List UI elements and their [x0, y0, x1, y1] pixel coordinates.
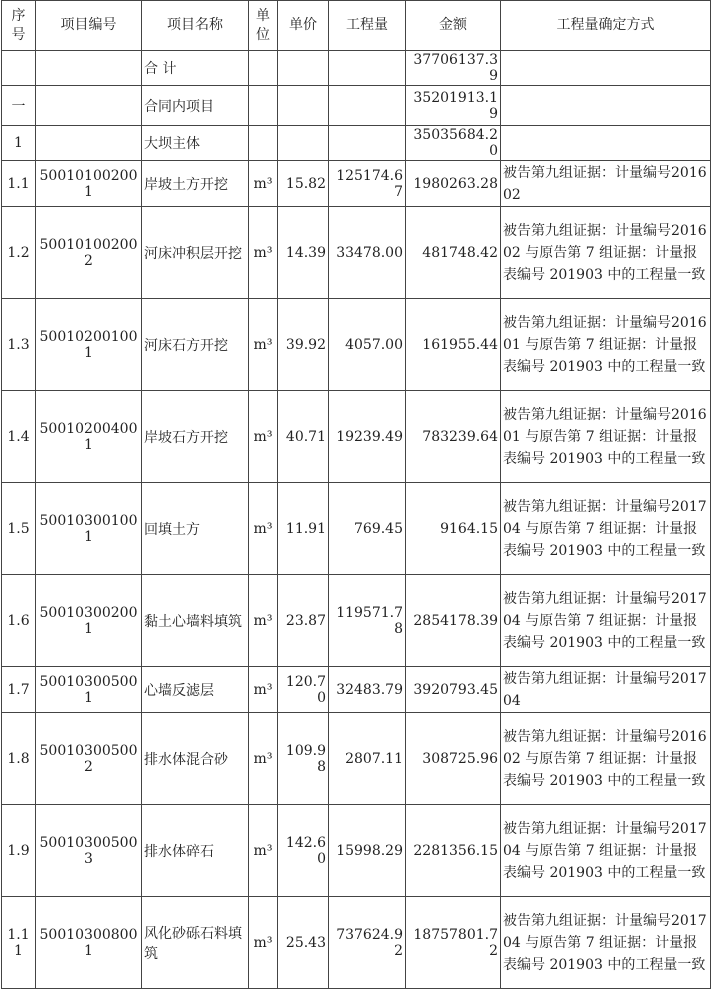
- cell-price: 25.43: [278, 897, 329, 989]
- cell-amount: 2281356.15: [406, 805, 501, 897]
- table-row: [2, 86, 711, 126]
- cell-code: 500101002001: [36, 161, 142, 207]
- cell-price: [278, 126, 329, 161]
- cell-price: 109.98: [278, 713, 329, 805]
- cell-qty: 2807.11: [329, 713, 406, 805]
- cell-name: 合 计: [142, 51, 249, 86]
- cell-name: 岸坡石方开挖: [142, 391, 249, 483]
- cell-price: 39.92: [278, 299, 329, 391]
- cell-price: [278, 51, 329, 86]
- cell-no: 1.4: [2, 391, 36, 483]
- cell-name: 合同内项目: [142, 86, 249, 126]
- cell-name: 心墙反滤层: [142, 667, 249, 713]
- cell-amount: 18757801.72: [406, 897, 501, 989]
- cell-basis: [501, 51, 711, 86]
- cell-code: 500102001001: [36, 299, 142, 391]
- cell-basis: 被告第九组证据：计量编号201704 与原告第 7 组证据：计量报表编号 201903 中的工程量一致: [501, 897, 711, 989]
- cell-price: 120.70: [278, 667, 329, 713]
- cell-unit: m³: [249, 207, 278, 299]
- cell-name: 回填土方: [142, 483, 249, 575]
- cell-price: 40.71: [278, 391, 329, 483]
- cell-amount: 308725.96: [406, 713, 501, 805]
- cell-unit: m³: [249, 483, 278, 575]
- table-row: [2, 391, 711, 483]
- header-row: [2, 1, 711, 51]
- table-row: [2, 805, 711, 897]
- cell-basis: 被告第九组证据：计量编号201601 与原告第 7 组证据：计量报表编号 201903 中的工程量一致: [501, 299, 711, 391]
- cell-no: 一: [2, 86, 36, 126]
- cell-qty: 33478.00: [329, 207, 406, 299]
- cell-qty: 737624.92: [329, 897, 406, 989]
- cell-basis: 被告第九组证据：计量编号201704 与原告第 7 组证据：计量报表编号 201903 中的工程量一致: [501, 483, 711, 575]
- cell-amount: 37706137.39: [406, 51, 501, 86]
- cell-amount: 481748.42: [406, 207, 501, 299]
- cell-amount: 9164.15: [406, 483, 501, 575]
- cell-no: 1.11: [2, 897, 36, 989]
- cell-basis: 被告第九组证据：计量编号201601 与原告第 7 组证据：计量报表编号 201903 中的工程量一致: [501, 391, 711, 483]
- cell-no: 1.6: [2, 575, 36, 667]
- cell-name: 黏土心墙料填筑: [142, 575, 249, 667]
- cell-qty: 32483.79: [329, 667, 406, 713]
- cell-unit: m³: [249, 299, 278, 391]
- table-row: [2, 483, 711, 575]
- table-row: [2, 126, 711, 161]
- cell-qty: [329, 51, 406, 86]
- cell-qty: 125174.67: [329, 161, 406, 207]
- cell-code: 500103005001: [36, 667, 142, 713]
- cell-code: 500103005002: [36, 713, 142, 805]
- cell-basis: 被告第九组证据：计量编号201602 与原告第 7 组证据：计量报表编号 201903 中的工程量一致: [501, 713, 711, 805]
- cell-no: 1.8: [2, 713, 36, 805]
- cell-no: 1.1: [2, 161, 36, 207]
- cell-no: 1.2: [2, 207, 36, 299]
- cell-amount: 161955.44: [406, 299, 501, 391]
- cell-qty: 4057.00: [329, 299, 406, 391]
- cell-no: 1: [2, 126, 36, 161]
- cell-amount: 35035684.20: [406, 126, 501, 161]
- col-header-amount: 金额: [406, 1, 501, 51]
- cell-qty: 119571.78: [329, 575, 406, 667]
- cell-price: 142.60: [278, 805, 329, 897]
- cell-price: 14.39: [278, 207, 329, 299]
- cell-code: 500103001001: [36, 483, 142, 575]
- col-header-qty: 工程量: [329, 1, 406, 51]
- cell-amount: 1980263.28: [406, 161, 501, 207]
- cell-code: 500103002001: [36, 575, 142, 667]
- cell-amount: 35201913.19: [406, 86, 501, 126]
- table-row: [2, 207, 711, 299]
- cell-amount: 2854178.39: [406, 575, 501, 667]
- cell-code: [36, 86, 142, 126]
- cell-no: [2, 51, 36, 86]
- cell-qty: 19239.49: [329, 391, 406, 483]
- cell-no: 1.5: [2, 483, 36, 575]
- cell-unit: m³: [249, 897, 278, 989]
- cell-amount: 3920793.45: [406, 667, 501, 713]
- cell-price: 11.91: [278, 483, 329, 575]
- cell-basis: 被告第九组证据：计量编号201602: [501, 161, 711, 207]
- cell-basis: [501, 86, 711, 126]
- col-header-no: 序号: [2, 1, 36, 51]
- cell-no: 1.9: [2, 805, 36, 897]
- cell-basis: 被告第九组证据：计量编号201704 与原告第 7 组证据：计量报表编号 201903 中的工程量一致: [501, 805, 711, 897]
- cell-code: 500103008001: [36, 897, 142, 989]
- cell-code: 500102004001: [36, 391, 142, 483]
- cell-qty: [329, 86, 406, 126]
- cell-name: 风化砂砾石料填筑: [142, 897, 249, 989]
- cell-unit: m³: [249, 667, 278, 713]
- cell-name: 大坝主体: [142, 126, 249, 161]
- col-header-code: 项目编号: [36, 1, 142, 51]
- cell-no: 1.3: [2, 299, 36, 391]
- table-row: [2, 51, 711, 86]
- cell-price: [278, 86, 329, 126]
- cell-unit: [249, 51, 278, 86]
- cell-qty: 769.45: [329, 483, 406, 575]
- table-row: [2, 161, 711, 207]
- cell-unit: [249, 126, 278, 161]
- cell-qty: 15998.29: [329, 805, 406, 897]
- cell-amount: 783239.64: [406, 391, 501, 483]
- cell-unit: m³: [249, 713, 278, 805]
- table-row: [2, 575, 711, 667]
- cell-basis: 被告第九组证据：计量编号201704 与原告第 7 组证据：计量报表编号 201903 中的工程量一致: [501, 575, 711, 667]
- cell-code: [36, 126, 142, 161]
- cell-code: 500101002002: [36, 207, 142, 299]
- cell-unit: [249, 86, 278, 126]
- cell-code: 500103005003: [36, 805, 142, 897]
- cell-unit: m³: [249, 805, 278, 897]
- table-row: [2, 897, 711, 989]
- cell-name: 排水体混合砂: [142, 713, 249, 805]
- cell-unit: m³: [249, 575, 278, 667]
- cell-name: 排水体碎石: [142, 805, 249, 897]
- col-header-name: 项目名称: [142, 1, 249, 51]
- cell-qty: [329, 126, 406, 161]
- table-row: [2, 667, 711, 713]
- cell-unit: m³: [249, 391, 278, 483]
- col-header-basis: 工程量确定方式: [501, 1, 711, 51]
- cell-basis: 被告第九组证据：计量编号201602 与原告第 7 组证据：计量报表编号 201903 中的工程量一致: [501, 207, 711, 299]
- cell-unit: m³: [249, 161, 278, 207]
- cell-name: 河床冲积层开挖: [142, 207, 249, 299]
- col-header-price: 单价: [278, 1, 329, 51]
- cell-code: [36, 51, 142, 86]
- table-row: [2, 713, 711, 805]
- cell-basis: 被告第九组证据：计量编号201704: [501, 667, 711, 713]
- cell-basis: [501, 126, 711, 161]
- cell-price: 23.87: [278, 575, 329, 667]
- cell-name: 河床石方开挖: [142, 299, 249, 391]
- table-row: [2, 299, 711, 391]
- cell-no: 1.7: [2, 667, 36, 713]
- cell-price: 15.82: [278, 161, 329, 207]
- quantity-table: [1, 0, 711, 989]
- col-header-unit: 单位: [249, 1, 278, 51]
- cell-name: 岸坡土方开挖: [142, 161, 249, 207]
